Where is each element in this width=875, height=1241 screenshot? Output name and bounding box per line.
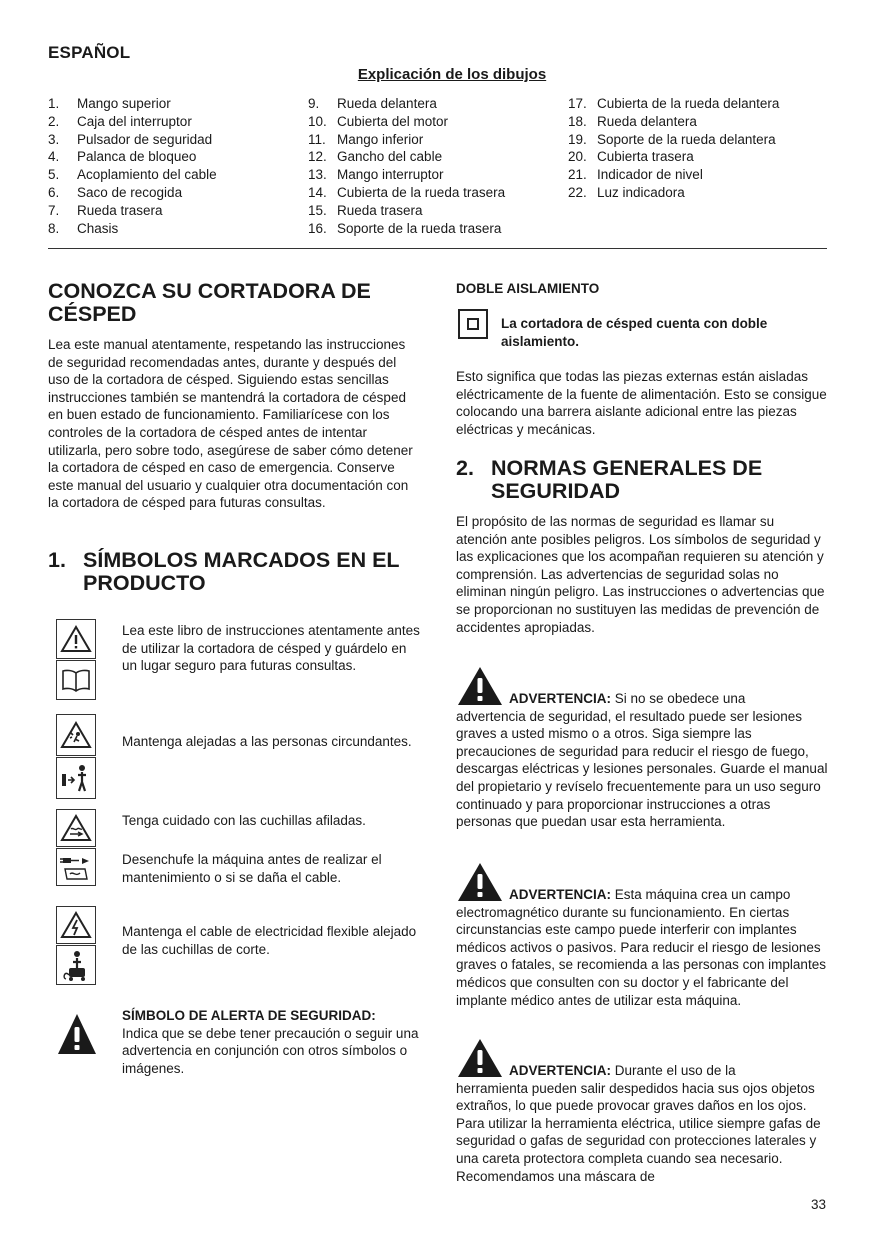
legend-item: 20. Cubierta trasera [568,149,694,165]
legend-item: 14. Cubierta de la rueda trasera [308,184,506,200]
double-insulation-bold: La cortadora de césped cuenta con doble aislamiento. [501,316,768,349]
symbol-sharp-blades-text: Tenga cuidado con las cuchillas afiladas. [122,813,366,828]
double-insulation-title: DOBLE AISLAMIENTO [456,281,600,296]
section-1-title: 1. SÍMBOLOS MARCADOS EN EL PRODUCTO [48,548,400,595]
symbol-bystanders-text: Mantenga alejadas a las personas circundantes. [122,734,412,749]
warning-triangle-icon [56,619,96,659]
legend-item: 4. Palanca de bloqueo [48,149,197,165]
electrical-hazard-icon [56,906,96,944]
legend-item: 15. Rueda trasera [308,202,423,218]
legend-item: 21. Indicador de nivel [568,167,703,183]
warning-3: ADVERTENCIA: Durante el uso de la herramienta pueden salir despedidos hacia sus ojos objetos extraños, lo que puede provocar graves daños en los ojos. Para utilizar la herramienta eléctrica, utilice siempre gafas de seguridad o gafas de seguridad con protecciones laterales y una careta protectora completa cuando sea necesario. Recomendamos una máscara de [456,1063,821,1184]
legend-item: 7. Rueda trasera [48,202,163,218]
legend-column-1 [48,95,217,237]
legend-item: 5. Acoplamiento del cable [48,167,217,183]
legend-item: 19. Soporte de la rueda delantera [568,131,776,147]
legend-title: Explicación de los dibujos [357,66,547,83]
legend-item: 10. Cubierta del motor [308,113,449,129]
section-2-body: El propósito de las normas de seguridad es llamar su atención ante posibles peligros. Los símbolos de seguridad y las explicaciones que los acompañan requieren su atención y comprensión. Las advertencias de seguridad solas no eliminan ningún peligro. Las instrucciones o advertencias que se proporcionan no sustituyen las medidas de prevención de accidentes apropiadas. [456,514,825,635]
legend-item: 16. Soporte de la rueda trasera [308,220,502,236]
unplug-icon [56,848,96,886]
symbol-read-manual-text: Lea este libro de instrucciones atentamente antes de utilizar la cortadora de césped y guárdelo en un lugar seguro para futuras consultas. [122,623,420,674]
keep-bystanders-away-icon [56,757,96,799]
section-2-title: 2. NORMAS GENERALES DE SEGURIDAD [456,456,763,503]
page-number: 33 [811,1197,827,1212]
double-insulation-icon [458,309,488,339]
thrown-objects-icon [56,714,96,756]
legend-item: 18. Rueda delantera [568,113,697,129]
legend-item: 9. Rueda delantera [308,96,437,111]
language-heading: ESPAÑOL [48,43,131,62]
safety-alert-text [122,1007,422,1077]
book-icon [56,660,96,700]
symbol-blades-unplug [56,809,96,886]
safety-alert-title: SÍMBOLO DE ALERTA DE SEGURIDAD: [122,1008,376,1023]
legend-item: 13. Mango interruptor [308,167,444,183]
symbol-cable [56,906,96,985]
cable-away-from-blades-icon [56,945,96,985]
double-insulation-body: Esto significa que todas las piezas externas están aisladas eléctricamente de la fuente de alimentación. Esto se consigue colocando una barrera aislante adicional entre las piezas eléctricas y mecánicas. [456,369,827,437]
know-your-mower-title: CONOZCA SU CORTADORA DE CÉSPED [48,279,371,326]
legend-item: 2. Caja del interruptor [48,113,192,129]
warning-1: ADVERTENCIA: Si no se obedece una advertencia de seguridad, el resultado puede ser lesiones graves a usted mismo o a otros. Siga siempre las precauciones de seguridad para reducir el riesgo de fuego, descargas eléctricas y lesiones personales. Guarde el manual del propietario y revíselo frecuentemente para un uso seguro continuado y para proporcionar instrucciones a otras personas que puedan usar esta herramienta. [456,691,828,830]
legend-item: 22. Luz indicadora [568,184,685,200]
safety-alert-body: Indica que se debe tener precaución o seguir una advertencia en conjunción con otros símbolos o imágenes. [122,1025,419,1076]
safety-alert-icon [57,1012,97,1056]
legend-column-3 [568,95,779,202]
symbol-read-manual [56,619,96,700]
legend-item: 12. Gancho del cable [308,149,443,165]
warning-2: ADVERTENCIA: Esta máquina crea un campo electromagnético durante su funcionamiento. En ciertas circunstancias este campo puede interferir con implantes médicos activos o pasivos. Para reducir el riesgo de lesiones graves o fatales, se recomienda a las personas con implantes médicos que consulten con su doctor y el fabricante del implante médico antes de utilizar esta máquina. [456,887,826,1008]
sharp-blades-icon [56,809,96,847]
legend-item: 17. Cubierta de la rueda delantera [568,96,780,111]
legend-item: 6. Saco de recogida [48,184,183,200]
symbol-bystanders [56,714,96,799]
symbol-cable-text: Mantenga el cable de electricidad flexible alejado de las cuchillas de corte. [122,924,417,957]
legend-item: 11. Mango inferior [308,131,424,147]
legend-column-2 [308,95,505,237]
symbol-unplug-text: Desenchufe la máquina antes de realizar el mantenimiento o si se daña el cable. [122,852,382,885]
legend-item: 8. Chasis [48,220,119,236]
divider [48,248,827,249]
legend-item: 1. Mango superior [48,96,171,111]
know-your-mower-body: Lea este manual atentamente, respetando las instrucciones de seguridad recomendadas antes, durante y después del uso de la cortadora de césped. Siguiendo estas sencillas instrucciones también se mantendrá la cortadora de césped en buen estado de funcionamiento. Familiarícese con los controles de la cortadora de césped antes de intentar utilizarla, pero sobre todo, asegúrese de saber cómo detener la cortadora de césped en caso de emergencia. Conserve este manual del usuario y cualquier otra documentación con la cortadora de césped para futuras consultas. [48,337,413,511]
legend-item: 3. Pulsador de seguridad [48,131,213,147]
